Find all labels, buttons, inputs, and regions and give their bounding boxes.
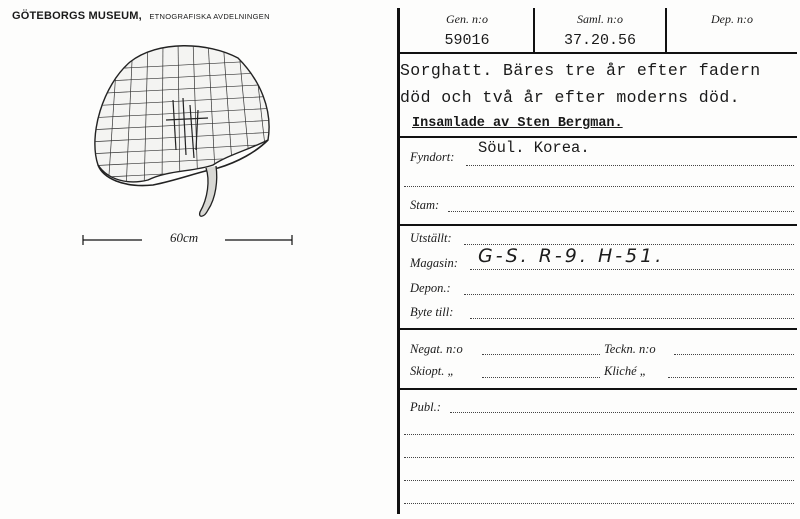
teckn-label: Teckn. n:o bbox=[604, 342, 656, 356]
skiopt-label: Skiopt. „ bbox=[410, 364, 455, 378]
description-line-2: död och två år efter moderns död. bbox=[400, 88, 740, 107]
fyndort-label: Fyndort: bbox=[410, 150, 455, 164]
section-rule bbox=[400, 328, 797, 330]
description-line-1: Sorghatt. Bäres tre år efter fadern bbox=[400, 61, 761, 80]
dotted-line bbox=[674, 354, 794, 355]
magasin-label: Magasin: bbox=[410, 256, 458, 270]
utstallt-label: Utställt: bbox=[410, 231, 452, 245]
card-divider bbox=[397, 8, 400, 514]
gen-label: Gen. n:o bbox=[446, 12, 488, 26]
dep-number-cell bbox=[667, 8, 797, 52]
dotted-line bbox=[470, 269, 794, 270]
dotted-line bbox=[482, 354, 600, 355]
section-rule bbox=[400, 388, 797, 390]
gen-value: 59016 bbox=[444, 32, 490, 49]
scale-label: 60cm bbox=[170, 230, 199, 245]
dotted-line bbox=[404, 457, 794, 458]
cliche-label: Kliché „ bbox=[604, 364, 647, 378]
dotted-line bbox=[450, 412, 794, 413]
dotted-line bbox=[404, 503, 794, 504]
collector-note: Insamlade av Sten Bergman. bbox=[412, 116, 623, 131]
fyndort-value: Söul. Korea. bbox=[478, 139, 590, 157]
hat-sketch bbox=[78, 40, 308, 225]
magasin-value: G-S. R-9. H-51. bbox=[478, 245, 665, 267]
section-rule bbox=[400, 136, 797, 138]
dotted-line bbox=[448, 211, 794, 212]
dotted-line bbox=[464, 294, 794, 295]
museum-header bbox=[12, 6, 270, 24]
byte-label: Byte till: bbox=[410, 305, 454, 319]
publ-label: Publ.: bbox=[410, 400, 441, 414]
dotted-line bbox=[482, 377, 600, 378]
dotted-line bbox=[404, 186, 794, 187]
saml-label: Saml. n:o bbox=[577, 12, 623, 26]
dep-label: Dep. n:o bbox=[711, 12, 753, 26]
department-name: ETNOGRAFISKA AVDELNINGEN bbox=[149, 12, 270, 21]
header-rule bbox=[400, 52, 797, 54]
dotted-line bbox=[404, 434, 794, 435]
dotted-line bbox=[668, 377, 794, 378]
dotted-line bbox=[466, 165, 794, 166]
dotted-line bbox=[404, 480, 794, 481]
gen-number-cell bbox=[402, 8, 532, 52]
saml-value: 37.20.56 bbox=[563, 32, 636, 49]
depon-label: Depon.: bbox=[410, 281, 451, 295]
section-rule bbox=[400, 224, 797, 226]
negat-label: Negat. n:o bbox=[410, 342, 463, 356]
stam-label: Stam: bbox=[410, 198, 440, 212]
dotted-line bbox=[470, 318, 794, 319]
saml-number-cell bbox=[535, 8, 665, 52]
museum-name: GÖTEBORGS MUSEUM, bbox=[12, 10, 142, 22]
